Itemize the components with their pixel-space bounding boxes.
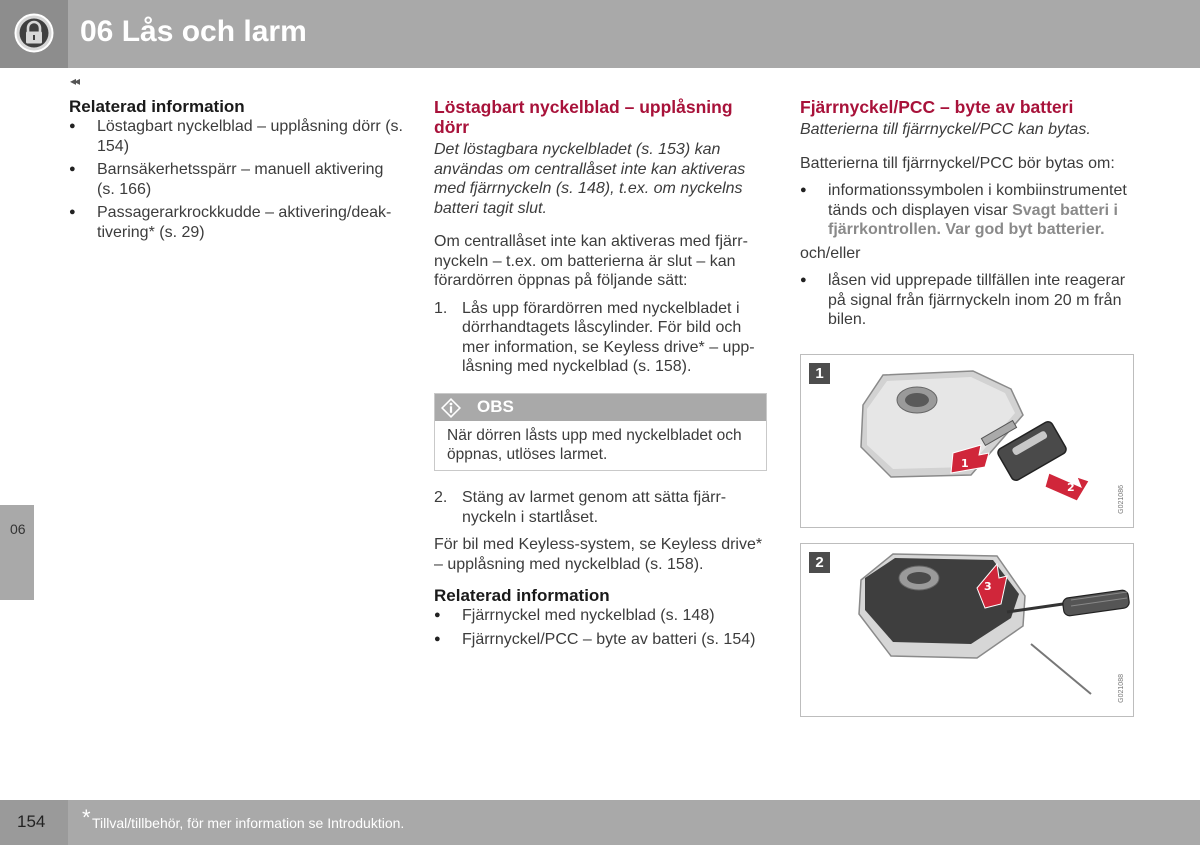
column-3 — [800, 97, 1135, 334]
section-intro: Det löstagbara nyckelbladet (s. 153) kan användas om centrallåset inte kan aktiveras med fjärrnyckeln (s. 148), t.ex. om nyckelns batteri tagit slut. — [434, 141, 746, 217]
svg-text:3: 3 — [984, 580, 992, 593]
figure-code: G021088 — [1118, 674, 1125, 703]
related-info-heading: Relaterad information — [434, 586, 610, 605]
figure-open-battery-cover — [800, 543, 1134, 717]
chapter-side-tab[interactable] — [0, 505, 34, 600]
list-item[interactable]: ● Barnsäkerhetsspärr – manuell aktivering (s. 166) — [69, 160, 404, 199]
obs-text: När dörren låsts upp med nyckelbladet och öppnas, utlöses larmet. — [447, 427, 742, 463]
obs-label: OBS — [477, 397, 514, 416]
column-1 — [69, 97, 404, 246]
condition-list — [800, 181, 1135, 240]
steps-list — [434, 299, 769, 377]
condition-list — [800, 271, 1135, 330]
page-number-box — [0, 800, 68, 845]
footnote-text: Tillval/tillbehör, för mer information se Introduktion. — [92, 815, 405, 831]
obs-note-box — [434, 393, 767, 471]
step-text: Lås upp förardörren med nyckelbladet i dörrhandtagets låscylinder. För bild och mer information, se Keyless drive* – upplåsning med nyckelblad (s. 158). — [462, 299, 755, 375]
related-info-list — [434, 606, 769, 649]
list-item[interactable]: ● Fjärrnyckel/PCC – byte av batteri (s. 154) — [434, 630, 769, 650]
figure-remove-key-blade — [800, 354, 1134, 528]
step-item — [434, 299, 769, 377]
list-item[interactable]: ● Passagerarkrockkudde – aktivering/deaktivering* (s. 29) — [69, 203, 404, 242]
chapter-icon-box — [0, 0, 68, 68]
figure-badge: 2 — [809, 552, 830, 573]
related-info-heading: Relaterad information — [69, 97, 245, 116]
section-intro: Batterierna till fjärrnyckel/PCC kan bytas. — [800, 121, 1091, 138]
footnote-star: * — [82, 805, 91, 830]
page-footer — [0, 800, 1200, 845]
body-paragraph: Batterierna till fjärrnyckel/PCC bör bytas om: — [800, 154, 1115, 172]
remote-key-illustration — [801, 355, 1133, 527]
display-message: Svagt batteri i fjärrkontrollen. Var god byt batterier. — [828, 201, 1118, 238]
lock-icon — [14, 13, 54, 53]
figure-code: G021086 — [1118, 485, 1125, 514]
step-number: 1. — [434, 299, 448, 317]
section-heading: Löstagbart nyckelblad – upplåsning dörr — [434, 97, 733, 137]
steps-list-continued — [434, 488, 769, 527]
list-item-text: informationssymbolen i kombiinstrumentet tänds och displayen visar — [828, 182, 1127, 219]
and-or-text: och/eller — [800, 244, 861, 262]
list-item: ● låsen vid upprepade tillfällen inte reagerar på signal från fjärrnyckeln inom 20 m från bilen. — [800, 271, 1135, 330]
column-2-continued — [434, 488, 769, 653]
chapter-side-tab-label: 06 — [10, 521, 26, 537]
body-paragraph: Om centrallåset inte kan aktiveras med fjärrnyckeln – t.ex. om batterierna är slut – kan förardörren öppnas på följande sätt: — [434, 233, 748, 289]
column-2 — [434, 97, 769, 377]
list-item[interactable]: ● Löstagbart nyckelblad – upplåsning dörr (s. 154) — [69, 117, 404, 156]
step-text: Stäng av larmet genom att sätta fjärrnyckeln i startlåset. — [462, 489, 727, 526]
back-arrows-icon[interactable]: ◂◂ — [70, 74, 79, 88]
body-paragraph: För bil med Keyless-system, se Keyless drive* – upplåsning med nyckelblad (s. 158). — [434, 536, 763, 573]
step-number: 2. — [434, 489, 448, 506]
svg-text:1: 1 — [961, 457, 969, 470]
svg-text:2: 2 — [1067, 481, 1075, 494]
figure-badge: 1 — [809, 363, 830, 384]
page-number: 154 — [17, 812, 46, 831]
info-icon — [440, 397, 462, 419]
related-info-list — [69, 117, 404, 242]
chapter-title: 06 Lås och larm — [80, 15, 307, 48]
list-item — [800, 181, 1135, 240]
list-item[interactable]: ● Fjärrnyckel med nyckelblad (s. 148) — [434, 606, 769, 626]
section-heading: Fjärrnyckel/PCC – byte av batteri — [800, 97, 1074, 117]
obs-note-header — [435, 394, 766, 421]
step-item — [434, 488, 769, 527]
page-header — [0, 0, 1200, 68]
remote-key-screwdriver-illustration — [801, 544, 1133, 716]
